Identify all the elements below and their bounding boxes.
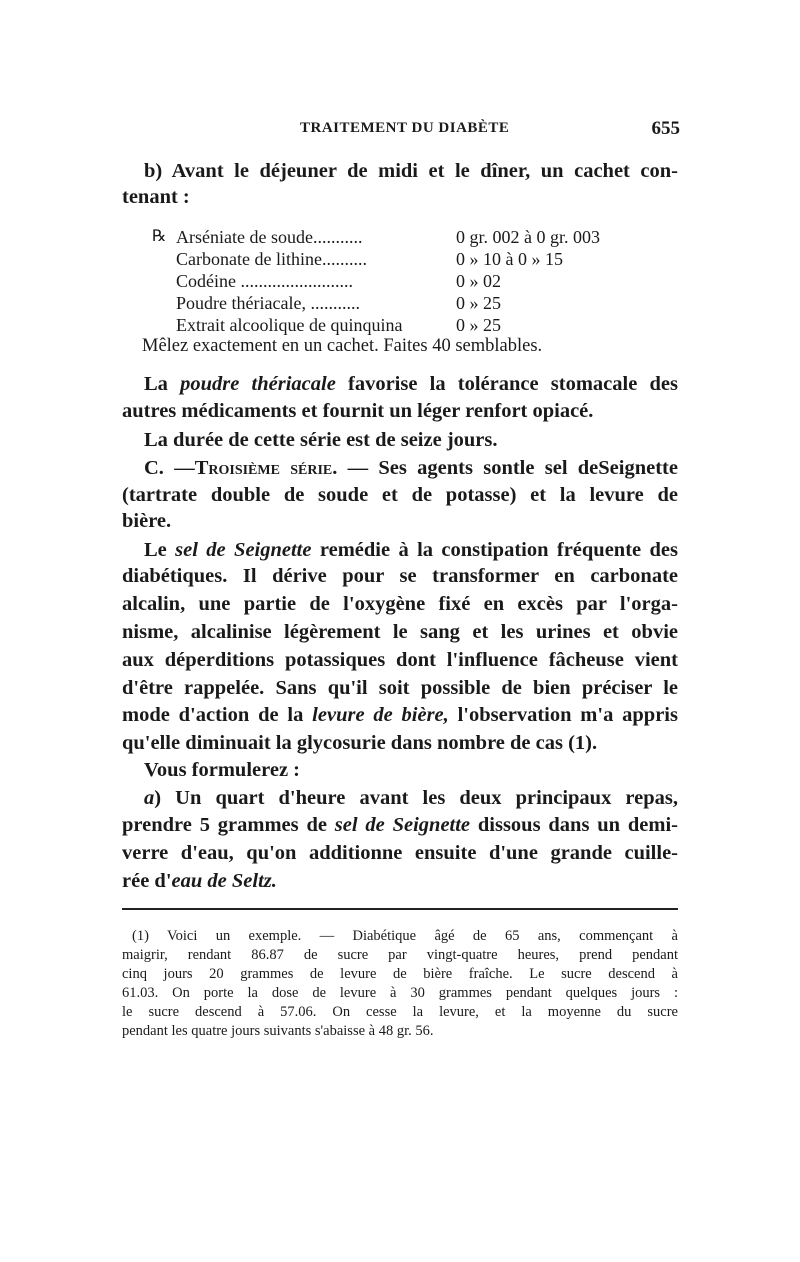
para1-line-1: La poudre thériacale favorise la tolérance stomacale des: [144, 373, 678, 395]
intro-line-2: tenant :: [122, 186, 190, 208]
ingredient-name: Extrait alcoolique de quinquina: [176, 315, 403, 335]
running-title: TRAITEMENT DU DIABÈTE: [300, 120, 510, 136]
para5-line-1: Vous formulerez :: [144, 759, 301, 781]
ingredient-dose: 0 gr. 002 à 0 gr. 003: [456, 227, 600, 247]
para4-line-3: alcalin, une partie de l'oxygène fixé en excès par l'orga-: [122, 593, 678, 615]
footnote-line-5: le sucre descend à 57.06. On cesse la levure, et la moyenne du sucre: [122, 1004, 678, 1020]
ingredient-dose: 0 » 10 à 0 » 15: [456, 249, 563, 269]
para6-line-1: a) Un quart d'heure avant les deux principaux repas,: [144, 787, 678, 809]
ingredient-dose: 0 » 25: [456, 293, 501, 313]
para1-line-2: autres médicaments et fournit un léger renfort opiacé.: [122, 400, 594, 422]
para4-line-1: Le sel de Seignette remédie à la constipation fréquente des: [144, 539, 678, 561]
para4-line-7: mode d'action de la levure de bière, l'observation m'a appris: [122, 704, 678, 726]
para6-line-4: rée d'eau de Seltz.: [122, 870, 277, 892]
ingredient-name: Codéine .........................: [176, 271, 353, 291]
recipe-instruction: Mêlez exactement en un cachet. Faites 40 semblables.: [142, 336, 543, 356]
rx-icon: ℞: [152, 228, 167, 245]
ingredient-name: Carbonate de lithine..........: [176, 249, 367, 269]
footnote-divider: [122, 908, 678, 910]
para2-line-1: La durée de cette série est de seize jours.: [144, 429, 498, 451]
para4-line-2: diabétiques. Il dérive pour se transformer en carbonate: [122, 565, 678, 587]
footnote-line-6: pendant les quatre jours suivants s'abaisse à 48 gr. 56.: [122, 1023, 434, 1039]
footnote-line-3: cinq jours 20 grammes de levure de bière fraîche. Le sucre descend à: [122, 966, 678, 982]
para4-line-4: nisme, alcalinise légèrement le sang et les urines et obvie: [122, 621, 678, 643]
page-number: 655: [651, 118, 680, 139]
ingredient-name: Arséniate de soude...........: [176, 227, 363, 247]
ingredient-dose: 0 » 25: [456, 315, 501, 335]
para4-line-5: aux déperditions potassiques dont l'influence fâcheuse vient: [122, 649, 678, 671]
para3-line-3: bière.: [122, 510, 172, 532]
para4-line-8: qu'elle diminuait la glycosurie dans nombre de cas (1).: [122, 732, 598, 754]
para6-line-2: prendre 5 grammes de sel de Seignette dissous dans un demi-: [122, 814, 678, 836]
para3-line-1: C. —Troisième série. — Ses agents sontle sel deSeignette: [144, 457, 678, 479]
ingredient-dose: 0 » 02: [456, 271, 501, 291]
para4-line-6: d'être rappelée. Sans qu'il soit possible de bien préciser le: [122, 677, 678, 699]
page-header: [120, 120, 680, 144]
footnote-line-2: maigrir, rendant 86.87 de sucre par vingt-quatre heures, prend pendant: [122, 947, 678, 963]
ingredient-name: Poudre thériacale, ...........: [176, 293, 360, 313]
intro-line-1: b) Avant le déjeuner de midi et le dîner, un cachet con-: [144, 160, 678, 182]
para3-line-2: (tartrate double de soude et de potasse) et la levure de: [122, 484, 678, 506]
para6-line-3: verre d'eau, qu'on additionne ensuite d'une grande cuille-: [122, 842, 678, 864]
footnote-line-1: (1) Voici un exemple. — Diabétique âgé de 65 ans, commençant à: [132, 928, 678, 944]
footnote-line-4: 61.03. On porte la dose de levure à 30 grammes pendant quelques jours :: [122, 985, 678, 1001]
